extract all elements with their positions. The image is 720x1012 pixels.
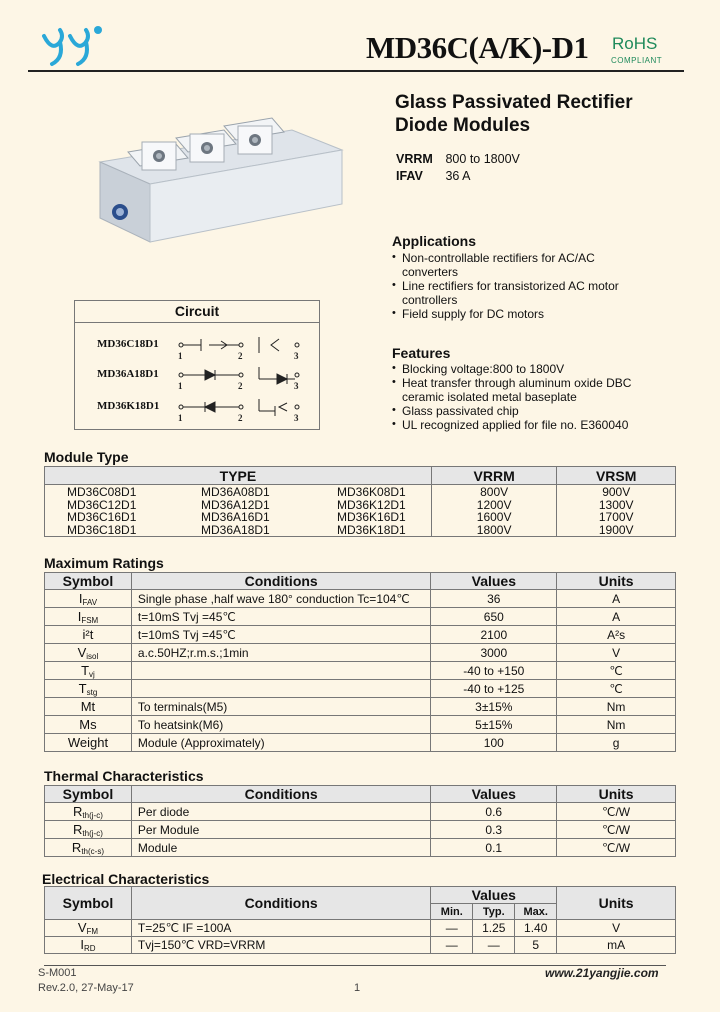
col-min: Min. [431,904,473,920]
col-values: Values [431,573,557,590]
circuit-node-3: 3 [294,351,299,361]
circuit-node-1: 1 [178,413,183,423]
list-item: • Blocking voltage:800 to 1800V [392,362,692,376]
symbol-subscript: FAV [82,597,98,607]
page-number: 1 [354,982,361,994]
val-cell: 3±15% [431,698,557,716]
val-cell: 0.6 [431,803,557,821]
doc-code: S-M001 [38,967,77,979]
val-cell: 3000 [431,644,557,662]
symbol: R [73,803,83,819]
symbol-cell [45,698,132,716]
symbol-cell [45,680,132,698]
unit-cell: A [557,608,676,626]
symbol-cell [45,803,132,821]
unit-cell: V [557,644,676,662]
product-subtitle [395,91,633,137]
condition-cell: Tvj=150℃ VRD=VRRM [131,937,430,954]
condition-cell: Module [131,839,430,857]
val-cell: 36 [431,590,557,608]
col-vrsm: VRSM [557,467,676,485]
website-link[interactable]: www.21yangjie.com [545,966,659,980]
list-item: • Glass passivated chip [392,404,692,418]
unit-cell: ℃/W [557,839,676,857]
unit-cell: ℃/W [557,803,676,821]
vrrm-value: 1600V [476,510,512,524]
table-row [45,937,676,954]
type-c: MD36C18D1 [67,522,137,537]
condition-cell: Module (Approximately) [131,734,431,752]
spec-ifav-label: IFAV [396,169,423,183]
vrsm-value: 1700V [598,510,634,524]
condition-cell: To heatsink(M6) [131,716,431,734]
circuit-label-c: MD36C18D1 [97,338,159,350]
rohs-compliant: COMPLIANT [611,56,663,65]
company-logo [38,22,106,68]
type-c: MD36C12D1 [67,497,137,512]
type-c: MD36C16D1 [67,510,137,524]
vrrm-value: 1200V [476,497,512,512]
condition-cell: a.c.50HZ;r.m.s.;1min [131,644,431,662]
vrsm-value: 1300V [598,497,634,512]
thermal-heading: Thermal Characteristics [44,768,204,784]
symbol: Ms [79,716,97,732]
spec-ifav [396,169,471,183]
symbol: R [71,839,82,855]
col-symbol: Symbol [45,887,132,920]
table-row [45,698,676,716]
applications-heading: Applications [392,233,477,249]
symbol-cell [45,608,132,626]
symbol-cell [45,626,132,644]
vrsm-value: 900V [602,485,631,499]
max-ratings-table [44,572,676,752]
symbol-subscript: stg [86,687,98,697]
symbol: i²t [82,626,94,642]
circuit-node-3: 3 [294,413,299,423]
circuit-node-3: 3 [294,381,299,391]
list-item: • Heat transfer through aluminum oxide DBC ceramic isolated metal baseplate [392,376,652,404]
type-a: MD36A08D1 [201,485,270,499]
features-list [392,362,692,432]
applications-list [392,251,692,321]
features-heading: Features [392,345,451,361]
circuit-node-2: 2 [238,413,243,423]
table-row [45,680,676,698]
table-row [45,485,676,537]
condition-cell: t=10mS Tvj =45℃ [131,626,431,644]
typ-cell: 1.25 [473,920,515,937]
subtitle-line-1: Glass Passivated Rectifier [395,92,633,113]
col-values: Values [431,786,557,803]
condition-cell: t=10mS Tvj =45℃ [131,608,431,626]
symbol: T [81,662,90,678]
table-row [45,644,676,662]
val-cell: -40 to +125 [431,680,557,698]
symbol: I [80,937,84,952]
circuit-label-a: MD36A18D1 [97,368,159,380]
symbol-subscript: RD [83,944,96,953]
product-image [92,112,348,252]
circuit-node-2: 2 [238,351,243,361]
list-item: • Line rectifiers for transistorized AC motor controllers [392,279,632,307]
col-typ: Typ. [473,904,515,920]
symbol-cell [45,644,132,662]
unit-cell: ℃ [557,680,676,698]
symbol-subscript: isol [86,651,99,661]
condition-cell: Per Module [131,821,430,839]
condition-cell [131,680,431,698]
min-cell: — [431,937,473,954]
val-cell: 2100 [431,626,557,644]
vrrm-value: 800V [480,485,509,499]
symbol-cell [45,716,132,734]
val-cell: -40 to +150 [431,662,557,680]
typ-cell: — [473,937,515,954]
val-cell: 0.3 [431,821,557,839]
circuit-diagram [175,327,315,427]
spec-ifav-value: 36 A [445,169,471,183]
max-ratings-heading: Maximum Ratings [44,555,164,571]
module-type-table [44,466,676,537]
circuit-node-1: 1 [178,381,183,391]
symbol: Mt [80,698,96,714]
unit-cell: A²s [557,626,676,644]
table-row [45,803,676,821]
list-item: • Field supply for DC motors [392,307,692,321]
symbol-cell [45,734,132,752]
col-values: Values [431,887,557,904]
page-title: MD36C(A/K)-D1 [366,30,589,65]
module-type-heading: Module Type [44,449,129,465]
table-row [45,821,676,839]
symbol-subscript: th(c-s) [81,846,104,856]
symbol: I [78,590,83,606]
symbol-cell [45,821,132,839]
col-max: Max. [515,904,557,920]
type-k: MD36K08D1 [337,485,406,499]
vrsm-value: 1900V [598,522,634,537]
electrical-heading: Electrical Characteristics [42,871,210,887]
type-k: MD36K12D1 [337,497,406,512]
symbol-cell [45,920,132,937]
col-conditions: Conditions [131,786,430,803]
table-row [45,590,676,608]
table-row [45,662,676,680]
unit-cell: g [557,734,676,752]
symbol-subscript: vj [89,669,95,679]
symbol-cell [45,937,132,954]
symbol: T [78,680,87,696]
revision: Rev.2.0, 27-May-17 [38,982,134,994]
symbol-subscript: th(j-c) [82,810,103,820]
symbol: V [77,644,87,660]
val-cell: 5±15% [431,716,557,734]
val-cell: 0.1 [431,839,557,857]
circuit-heading: Circuit [75,301,319,323]
symbol: V [77,920,87,935]
symbol: R [73,821,83,837]
vrrm-value: 1800V [476,522,512,537]
circuit-node-1: 1 [178,351,183,361]
circuit-label-k: MD36K18D1 [97,400,160,412]
symbol-subscript: FM [86,927,99,936]
unit-cell: ℃ [557,662,676,680]
symbol-subscript: FSM [81,615,99,625]
max-cell: 5 [515,937,557,954]
condition-cell: Per diode [131,803,430,821]
val-cell: 100 [431,734,557,752]
min-cell: — [431,920,473,937]
col-vrrm: VRRM [431,467,557,485]
table-row [45,716,676,734]
symbol: I [77,608,82,624]
list-item: • Non-controllable rectifiers for AC/AC converters [392,251,612,279]
max-cell: 1.40 [515,920,557,937]
table-row [45,734,676,752]
col-units: Units [557,573,676,590]
subtitle-line-2: Diode Modules [395,115,531,136]
col-conditions: Conditions [131,573,431,590]
header-divider [28,70,684,72]
col-units: Units [557,786,676,803]
type-k: MD36K18D1 [337,522,406,537]
unit-cell: V [557,920,676,937]
type-a: MD36A18D1 [201,522,270,537]
unit-cell: Nm [557,716,676,734]
list-item: • UL recognized applied for file no. E360040 [392,418,692,432]
electrical-table [44,886,676,954]
table-row [45,626,676,644]
type-a: MD36A12D1 [201,497,270,512]
col-type: TYPE [45,467,432,485]
type-a: MD36A16D1 [201,510,270,524]
unit-cell: A [557,590,676,608]
col-symbol: Symbol [45,786,132,803]
condition-cell: T=25℃ IF =100A [131,920,430,937]
col-units: Units [557,887,676,920]
type-c: MD36C08D1 [67,485,137,499]
symbol-cell [45,590,132,608]
symbol-subscript: th(j-c) [82,828,103,838]
rohs-mark: RoHS [612,34,658,53]
circuit-box [74,300,320,430]
spec-vrrm-value: 800 to 1800V [445,152,520,166]
symbol-cell [45,839,132,857]
spec-vrrm-label: VRRM [396,152,433,166]
table-row [45,920,676,937]
val-cell: 650 [431,608,557,626]
type-k: MD36K16D1 [337,510,406,524]
unit-cell: mA [557,937,676,954]
thermal-table [44,785,676,857]
condition-cell [131,662,431,680]
symbol-cell [45,662,132,680]
col-symbol: Symbol [45,573,132,590]
condition-cell: To terminals(M5) [131,698,431,716]
condition-cell: Single phase ,half wave 180° conduction Tc=104℃ [131,590,431,608]
symbol: Weight [67,734,109,750]
col-conditions: Conditions [131,887,430,920]
unit-cell: ℃/W [557,821,676,839]
table-row [45,839,676,857]
table-row [45,608,676,626]
circuit-node-2: 2 [238,381,243,391]
spec-vrrm [396,152,520,166]
unit-cell: Nm [557,698,676,716]
